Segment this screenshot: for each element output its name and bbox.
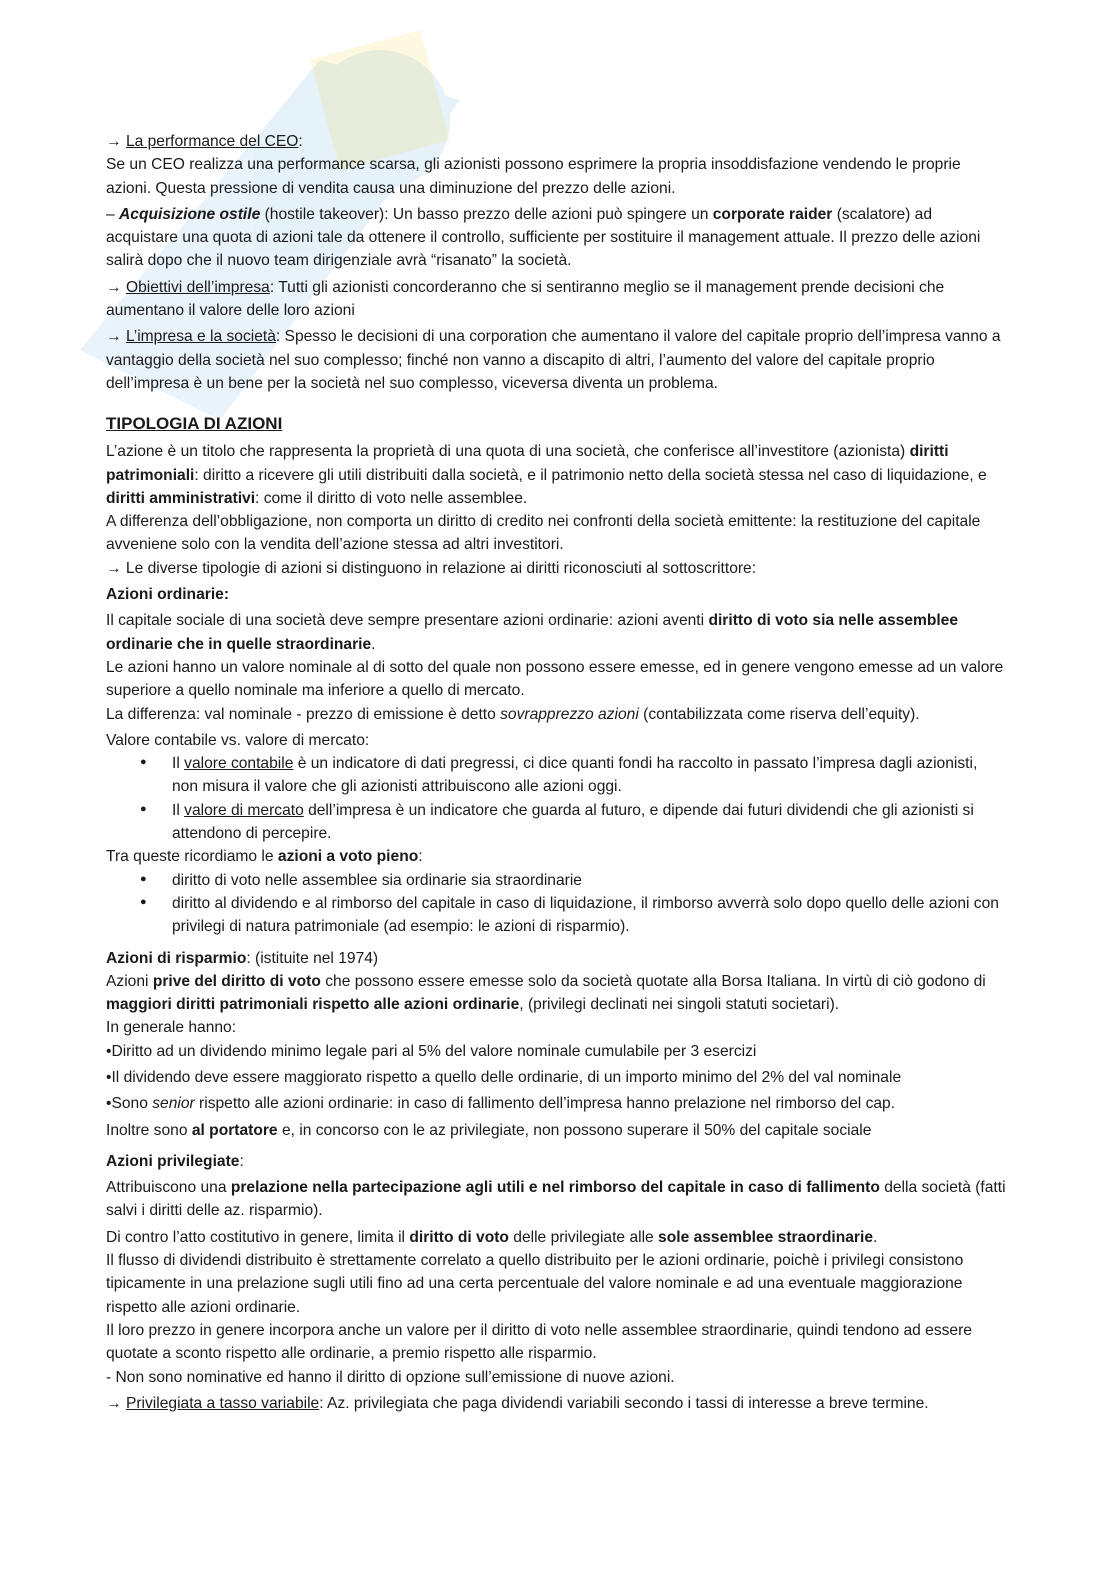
document-page	[106, 130, 1006, 1415]
para-ordinary-1: Il capitale sociale di una società deve sempre presentare azioni ordinarie: azioni aventi diritto di voto sia nelle assemblee ordinarie che in quelle straordinarie.	[106, 612, 959, 653]
ceo-performance-heading: La performance del CEO	[125, 133, 299, 150]
para-share-definition: L’azione è un titolo che rappresenta la proprietà di una quota di una società, che conferisce all’investitore (azionista) diritti patrimoniali: diritto a ricevere gli utili distribuiti dalla società, e il patrimonio netto della società stessa nel caso di liquidazione, e diritti amministrativi: come il diritto di voto nelle assemblee.	[106, 443, 987, 507]
para-ordinary-3: La differenza: val nominale - prezzo di emissione è detto sovrapprezzo azioni (contabilizzata come riserva dell’equity).	[106, 705, 920, 723]
ordinary-shares-title: Azioni ordinarie:	[106, 586, 230, 604]
privileged-shares-title: Azioni privilegiate:	[106, 1152, 244, 1170]
savings-line-1: •Diritto ad un dividendo minimo legale pari al 5% del valore nominale cumulabile per 3 esercizi	[106, 1042, 757, 1060]
para-privileged-6: → Privilegiata a tasso variabile: Az. privilegiata che paga dividendi variabili secondo i tassi di interesse a breve termine.	[106, 1394, 929, 1412]
para-savings-3: Inoltre sono al portatore e, in concorso con le az privilegiate, non possono superare il 50% del capitale sociale	[106, 1121, 872, 1139]
para-ceo-sell: Se un CEO realizza una performance scarsa, gli azionisti possono esprimere la propria insoddisfazione vendendo le proprie azioni. Questa pressione di vendita causa una diminuzione del prezzo delle azioni.	[106, 156, 961, 197]
savings-shares-title: Azioni di risparmio: (istituite nel 1974)	[106, 949, 379, 967]
list-item: ● diritto al dividendo e al rimborso del capitale in caso di liquidazione, il rimborso avverrà solo dopo quello delle azioni con privilegi di natura patrimoniale (ad esempio: le azioni di risparmio).	[172, 892, 1006, 939]
para-ordinary-2: Le azioni hanno un valore nominale al di sotto del quale non possono essere emesse, ed in genere vengono emesse ad un valore superiore a quello nominale ma inferiore a quello di mercato.	[106, 658, 1004, 700]
savings-line-2: •Il dividendo deve essere maggiorato rispetto a quello delle ordinarie, di un importo minimo del 2% del val nominale	[106, 1068, 902, 1086]
para-share-vs-bond: A differenza dell’obbligazione, non comporta un diritto di credito nei confronti della società emittente: la restituzione del capitale avveniene solo con la vendita dell’azione stessa ad altri investitori.	[106, 513, 981, 554]
para-savings-1: Azioni prive del diritto di voto che possono essere emesse solo da società quotate alla Borsa Italiana. In virtù di ciò godono di maggiori diritti patrimoniali rispetto alle azioni ordinarie, (privilegi declinati nei singoli statuti societari).	[106, 972, 986, 1014]
list-item: ● Il valore contabile è un indicatore di dati pregressi, ci dice quanti fondi ha raccolto in passato l’impresa dagli azionisti, non misura il valore che gli azionisti attribuiscono alle azioni oggi.	[172, 752, 1006, 799]
para-ordinary-5: Tra queste ricordiamo le azioni a voto pieno:	[106, 848, 423, 866]
para-privileged-3: Il flusso di dividendi distribuito è strettamente correlato a quello distribuito per le azioni ordinarie, poichè i privilegi consistono tipicamente in una prelazione sugli utili fino ad una certa percentuale del valore nominale e ad una eventuale maggiorazione rispetto alle azioni ordinarie.	[106, 1252, 964, 1316]
list-item: ● Il valore di mercato dell’impresa è un indicatore che guarda al futuro, e dipende dai futuri dividendi che gli azionisti si attendono di percepire.	[172, 799, 1006, 846]
para-ceo-performance: → La performance del CEO:	[106, 133, 303, 150]
para-privileged-5: - Non sono nominative ed hanno il diritto di opzione sull’emissione di nuove azioni.	[106, 1368, 675, 1386]
section-heading: TIPOLOGIA DI AZIONI	[106, 414, 283, 434]
savings-line-3: •Sono senior rispetto alle azioni ordinarie: in caso di fallimento dell’impresa hanno prelazione nel rimborso del cap.	[106, 1095, 896, 1113]
full-vote-list	[106, 869, 1006, 939]
para-company-goals: → Obiettivi dell’impresa: Tutti gli azionisti concorderanno che si sentiranno meglio se il management prende decisioni che aumentano il valore delle loro azioni	[106, 278, 945, 320]
para-privileged-4: Il loro prezzo in genere incorpora anche un valore per il diritto di voto nelle assemblee straordinarie, quindi tendono ad essere quotate a sconto rispetto alle ordinarie, a premio rispetto alle risparmio.	[106, 1321, 972, 1363]
list-item: ● diritto di voto nelle assemblee sia ordinarie sia straordinarie	[172, 869, 1006, 892]
para-savings-2: In generale hanno:	[106, 1019, 237, 1037]
para-share-types: → Le diverse tipologie di azioni si distinguono in relazione ai diritti riconosciuti al sottoscrittore:	[106, 559, 757, 577]
para-privileged-2: Di contro l’atto costitutivo in genere, limita il diritto di voto delle privilegiate alle sole assemblee straordinarie.	[106, 1228, 878, 1246]
value-list	[106, 752, 1006, 845]
para-hostile-takeover: – Acquisizione ostile (hostile takeover): Un basso prezzo delle azioni può spingere un corporate raider (scalatore) ad acquistare una quota di azioni tale da ottenere il controllo, sufficiente per sostituire il management attuale. Il prezzo delle azioni salirà dopo che il nuovo team dirigenziale avrà “risanato” la società.	[106, 205, 981, 270]
para-company-society: → L’impresa e la società: Spesso le decisioni di una corporation che aumentano il valore del capitale proprio dell’impresa vanno a vantaggio della società nel suo complesso; finché non vanno a discapito di altri, l’aumento del valore del capitale proprio dell’impresa è un bene per la società nel suo complesso, viceversa diventa un problema.	[106, 328, 1001, 392]
para-privileged-1: Attribuiscono una prelazione nella partecipazione agli utili e nel rimborso del capitale in caso di fallimento della società (fatti salvi i diritti delle az. risparmio).	[106, 1179, 1006, 1220]
para-ordinary-4: Valore contabile vs. valore di mercato:	[106, 731, 370, 749]
